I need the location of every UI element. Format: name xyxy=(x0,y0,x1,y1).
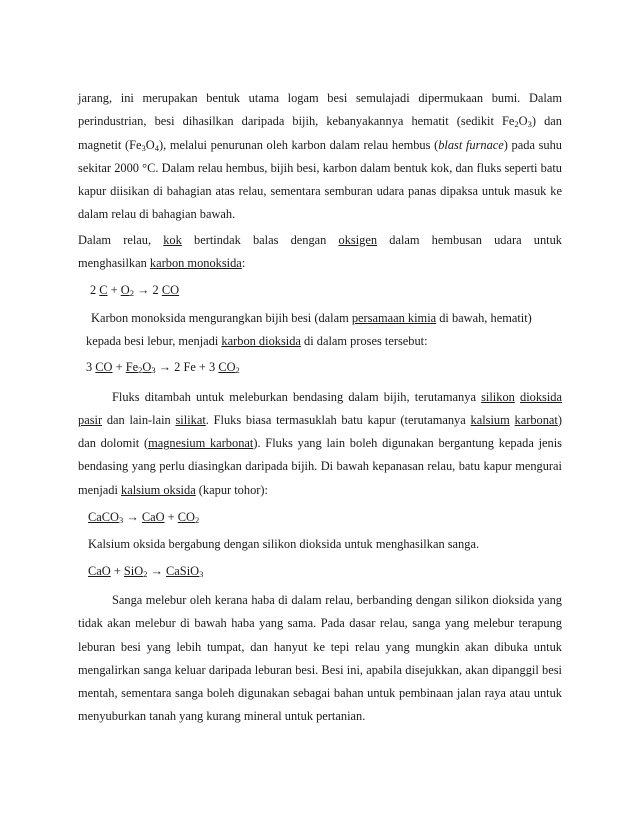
link-co2[interactable] xyxy=(218,360,239,374)
subscript: 2 xyxy=(235,365,240,376)
text-run: + xyxy=(110,563,124,578)
link-co2[interactable] xyxy=(178,510,199,524)
link-persamaan-kimia[interactable]: persamaan kimia xyxy=(351,310,437,325)
subscript: 4 xyxy=(154,142,159,153)
text-run: CO xyxy=(218,360,236,375)
link-kalsium[interactable]: kalsium xyxy=(470,412,510,427)
paragraph-slag-formation: Kalsium oksida bergabung dengan silikon dioksida untuk menghasilkan sanga. xyxy=(88,537,480,552)
text-run: di bawah, hematit) xyxy=(436,310,532,325)
link-co[interactable]: CO xyxy=(95,360,113,375)
paragraph-flux xyxy=(78,386,562,502)
text-run: Karbon monoksida mengurangkan bijih besi (dalam xyxy=(91,310,352,325)
equation-carbon-oxidation xyxy=(78,279,562,302)
paragraph-slag-melting: Sanga melebur oleh kerana haba di dalam relau, berbanding dengan silikon dioksida yang tidak akan melebur di bawah haba yang sama. Pada dasar relau, sanga yang melebur terapung leburan besi yang lebih tumpat, dan hanyut ke tepi relau yang mungkin akan dibuka untuk mengalirkan sanga keluar daripada leburan besi. Besi ini, apabila disejukkan, akan dipanggil besi mentah, sementara sanga boleh digunakan sebagai bahan untuk pembinaan jalan raya atau untuk menyuburkan tanah yang kurang mineral untuk pertanian. xyxy=(78,592,562,724)
text-run: Dalam relau, xyxy=(78,232,164,247)
subscript: 3 xyxy=(527,119,532,130)
link-o2[interactable] xyxy=(121,283,134,297)
link-cao[interactable]: CaO xyxy=(88,563,111,578)
text-run: ) dan magnetit (Fe xyxy=(78,114,562,152)
text-run: SiO xyxy=(123,563,144,578)
text-run: kepada besi lebur, menjadi xyxy=(86,333,222,348)
text-run: CaSiO xyxy=(166,563,200,578)
text-run: O xyxy=(518,114,528,129)
subscript: 2 xyxy=(514,119,519,130)
subscript: 2 xyxy=(143,568,148,579)
text-run: ) dan dolomit ( xyxy=(78,412,562,451)
link-casio3[interactable] xyxy=(166,564,203,578)
subscript: 3 xyxy=(199,568,204,579)
text-run: CO xyxy=(177,510,195,525)
text-run: + xyxy=(164,510,178,525)
text-run: CaCO xyxy=(88,510,119,525)
link-silikat[interactable]: silikat xyxy=(175,412,206,427)
text-run: Fluks ditambah untuk meleburkan bendasing dalam bijih, terutamanya xyxy=(112,389,482,404)
text-run: (kapur tohor): xyxy=(195,482,268,497)
equation-iron-reduction xyxy=(78,356,562,379)
subscript: 2 xyxy=(129,288,134,299)
link-pasir[interactable]: pasir xyxy=(78,412,103,427)
text-run: → xyxy=(123,510,142,525)
text-run: jarang, ini merupakan bentuk utama logam besi semulajadi dipermukaan bumi. Dalam perindustrian, besi dihasilkan daripada bijih, kebanyakannya hematit (sedikit Fe xyxy=(78,91,562,129)
text-run: O xyxy=(142,360,152,375)
text-run: 3 xyxy=(86,360,96,375)
text-run: ) pada suhu sekitar 2000 °C. Dalam relau hembus, bijih besi, karbon dalam bentuk kok, dan fluks seperti batu kapur diisikan di bahagian atas relau, sementara semburan udara panas dipaksa untuk masuk ke dalam relau di bahagian bawah. xyxy=(78,137,562,222)
text-run: Fe xyxy=(125,360,139,375)
subscript: 3 xyxy=(118,515,124,526)
text-run: + xyxy=(112,360,126,375)
link-karbon-dioksida[interactable]: karbon dioksida xyxy=(221,333,301,348)
subscript: 2 xyxy=(194,515,200,526)
paragraph-furnace-line2 xyxy=(78,252,562,275)
paragraph-iron-production xyxy=(78,87,562,227)
link-kalsium-oksida[interactable]: kalsium oksida xyxy=(121,482,196,497)
link-sio2[interactable] xyxy=(124,564,148,578)
text-run: 2 xyxy=(90,283,100,298)
link-kok[interactable]: kok xyxy=(163,232,182,247)
paragraph-reduction-line1 xyxy=(78,307,562,330)
text-run: ), melalui penurunan oleh karbon dalam relau hembus ( xyxy=(158,137,439,152)
text-run: : xyxy=(241,256,246,271)
text-run: + xyxy=(107,283,121,298)
paragraph-reduction-line2 xyxy=(78,330,562,353)
link-oksigen[interactable]: oksigen xyxy=(338,232,378,247)
link-co[interactable]: CO xyxy=(161,283,180,298)
link-dioksida[interactable]: dioksida xyxy=(520,389,562,404)
text-run: dan lain-lain xyxy=(102,412,176,427)
text-run: → xyxy=(147,563,167,578)
link-silikon[interactable]: silikon xyxy=(481,389,515,404)
text-run: → 2 Fe + 3 xyxy=(155,360,219,375)
text-run: . Fluks biasa termasuklah batu kapur (terutamanya xyxy=(205,412,471,427)
text-run: dalam hembusan udara untuk xyxy=(377,232,562,247)
subscript: 2 xyxy=(138,365,143,376)
text-run: O xyxy=(120,283,130,298)
text-run: bertindak balas dengan xyxy=(181,232,339,247)
link-fe2o3[interactable] xyxy=(126,360,156,374)
subscript: 3 xyxy=(151,365,156,376)
text-run: di dalam proses tersebut: xyxy=(300,333,428,348)
italic-term: blast furnace xyxy=(438,137,504,152)
link-caco3[interactable] xyxy=(88,510,123,524)
paragraph-furnace-line1 xyxy=(78,229,562,252)
link-magnesium-karbonat[interactable]: magnesium karbonat xyxy=(148,436,254,451)
link-cao[interactable]: CaO xyxy=(141,510,165,525)
link-c[interactable]: C xyxy=(99,283,108,298)
text-run: → 2 xyxy=(133,283,162,298)
text-run: O xyxy=(145,137,155,152)
text-run: ). Fluks yang lain boleh digunakan bergantung kepada jenis bendasing yang perlu diasingkan daripada bijih. Di bawah kepanasan relau, batu kapur mengurai menjadi xyxy=(78,436,562,497)
text-run: menghasilkan xyxy=(78,256,150,271)
subscript: 3 xyxy=(141,142,146,153)
equation-slag xyxy=(78,560,562,583)
equation-limestone-decomposition xyxy=(78,506,562,529)
link-karbon-monoksida[interactable]: karbon monoksida xyxy=(149,256,242,271)
link-karbonat[interactable]: karbonat xyxy=(514,412,558,427)
